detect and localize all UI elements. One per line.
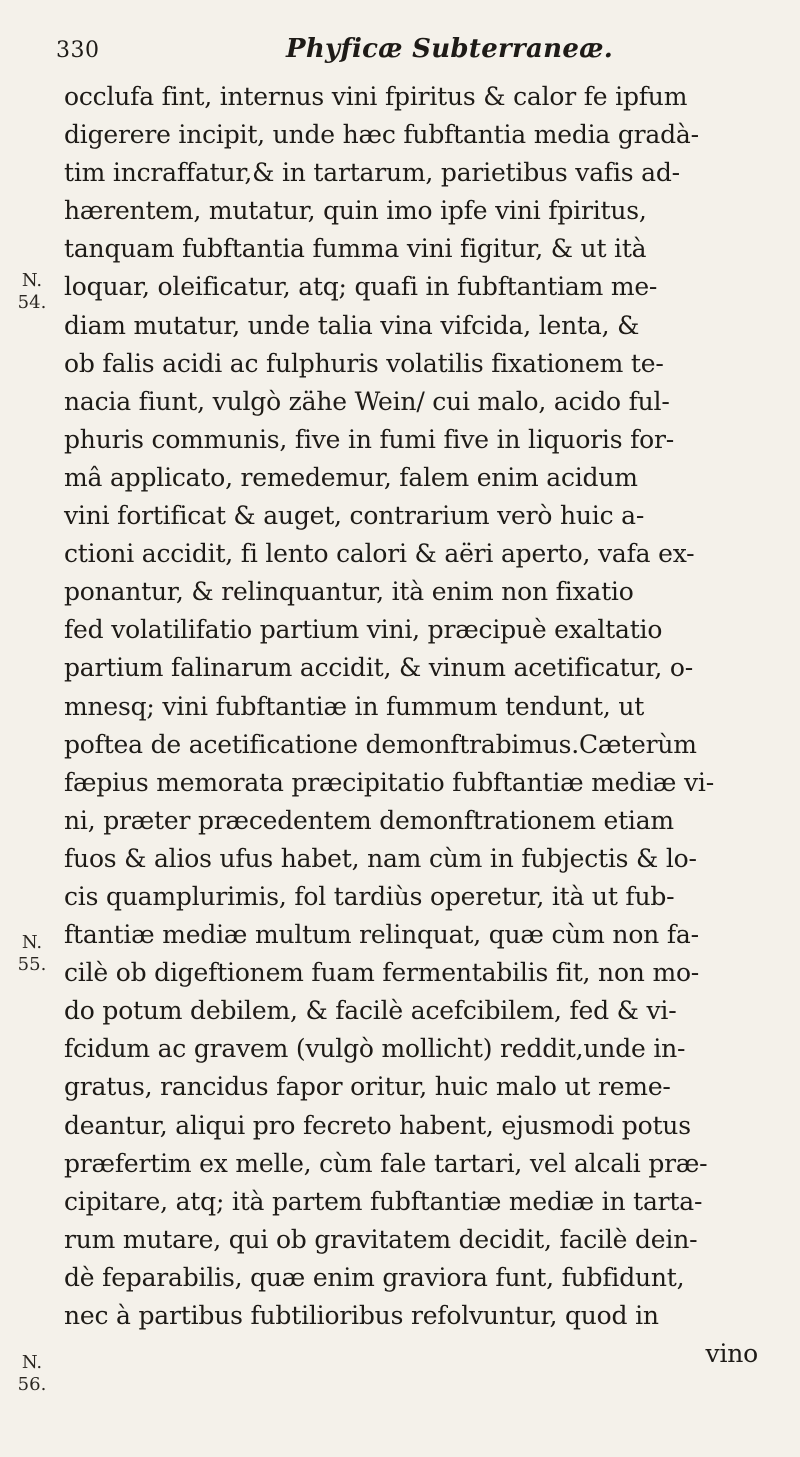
text-line: nacia fiunt, vulgò zähe Wein/ cui malo, acido ful- (64, 386, 670, 416)
margin-note-number: 55. (17, 954, 47, 975)
text-line: hærentem, mutatur, quin imo ipfe vini fpiritus, (64, 196, 647, 226)
catchword: vino (705, 1339, 758, 1369)
margin-note-56 (14, 1352, 50, 1396)
text-line: poftea de acetificatione demonftrabimus.Cæterùm (64, 729, 697, 759)
text-line: do potum debilem, & facilè acefcibilem, fed & vi- (64, 996, 677, 1026)
text-line: fuos & alios ufus habet, nam cùm in fubjectis & lo- (64, 843, 697, 873)
margin-note-number: 54. (17, 292, 47, 313)
margin-note-mark: N. (21, 270, 43, 291)
text-line: mâ applicato, remedemur, falem enim acidum (64, 462, 638, 492)
text-line: partium falinarum accidit, & vinum acetificatur, o- (64, 653, 693, 683)
margin-note-mark: N. (21, 1352, 43, 1373)
margin-note-55 (14, 932, 50, 976)
text-line: fed volatilifatio partium vini, præcipuè exaltatio (64, 615, 663, 645)
running-head: Phyficæ Subterraneæ. (286, 34, 614, 64)
text-line: fcidum ac gravem (vulgò mollicht) reddit,unde in- (64, 1034, 686, 1064)
text-line: deantur, aliqui pro fecreto habent, ejusmodi potus (64, 1110, 691, 1140)
text-line: ni, præter præcedentem demonftrationem etiam (64, 805, 674, 835)
text-line: diam mutatur, unde talia vina vifcida, lenta, & (64, 310, 640, 340)
text-line: fæpius memorata præcipitatio fubftantiæ mediæ vi- (64, 767, 714, 797)
text-line: præfertim ex melle, cùm fale tartari, vel alcali præ- (64, 1148, 708, 1178)
body-text (64, 78, 794, 1373)
text-line: rum mutare, qui ob gravitatem decidit, facilè dein- (64, 1224, 698, 1254)
text-line: cipitare, atq; ità partem fubftantiæ mediæ in tarta- (64, 1186, 703, 1216)
page-number: 330 (56, 38, 100, 63)
text-line: ftantiæ mediæ multum relinquat, quæ cùm non fa- (64, 920, 699, 950)
text-line: cilè ob digeftionem fuam fermentabilis fit, non mo- (64, 958, 700, 988)
margin-note-54 (14, 270, 50, 314)
text-line: tim incraffatur,& in tartarum, parietibus vafis ad- (64, 158, 680, 188)
page-header (56, 34, 760, 74)
text-line: cis quamplurimis, fol tardiùs operetur, ità ut fub- (64, 881, 675, 911)
text-line: loquar, oleificatur, atq; quafi in fubftantiam me- (64, 272, 658, 302)
margin-note-mark: N. (21, 932, 43, 953)
text-line: tanquam fubftantia fumma vini figitur, & ut ità (64, 234, 647, 264)
text-line: gratus, rancidus fapor oritur, huic malo ut reme- (64, 1072, 671, 1102)
text-line: digerere incipit, unde hæc fubftantia media gradà- (64, 120, 699, 150)
text-line: dè feparabilis, quæ enim graviora funt, fubfidunt, (64, 1262, 685, 1292)
text-line: ctioni accidit, fi lento calori & aëri aperto, vafa ex- (64, 539, 695, 569)
text-line: ponantur, & relinquantur, ità enim non fixatio (64, 577, 634, 607)
text-line: phuris communis, five in fumi five in liquoris for- (64, 424, 675, 454)
text-line: nec à partibus fubtilioribus refolvuntur, quod in (64, 1301, 659, 1330)
text-line: occlufa fint, internus vini fpiritus & calor fe ipfum (64, 82, 688, 111)
margin-note-number: 56. (17, 1374, 47, 1395)
text-line: ob falis acidi ac fulphuris volatilis fixationem te- (64, 348, 664, 378)
text-line: vini fortificat & auget, contrarium verò huic a- (64, 501, 645, 531)
text-line: mnesq; vini fubftantiæ in fummum tendunt, ut (64, 691, 645, 721)
